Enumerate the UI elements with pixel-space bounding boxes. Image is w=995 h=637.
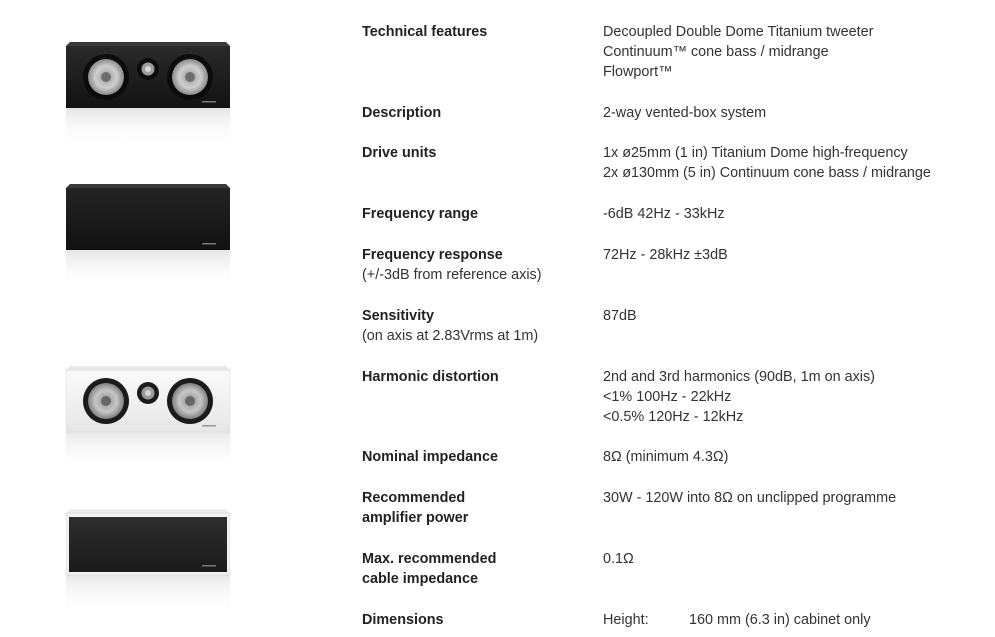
spec-value: 1x ø25mm (1 in) Titanium Dome high-frequency [603, 145, 908, 161]
spec-label-line2: cable impedance [362, 571, 478, 587]
spec-label: Sensitivity [362, 308, 434, 324]
spec-row-harmonic-distortion [362, 367, 982, 447]
dimension-value: 160 mm (6.3 in) cabinet only [689, 612, 871, 628]
spec-row-frequency-range [362, 204, 982, 245]
spec-row-nominal-impedance [362, 447, 982, 488]
spec-label-line2: amplifier power [362, 510, 469, 526]
spec-value: <1% 100Hz - 22kHz [603, 389, 732, 405]
spec-row-description [362, 103, 982, 143]
spec-row-recommended-amplifier-power [362, 488, 982, 549]
spec-value: 8Ω (minimum 4.3Ω) [603, 449, 729, 465]
spec-row-drive-units [362, 143, 982, 204]
spec-row-max-cable-impedance [362, 549, 982, 610]
spec-sublabel: (on axis at 2.83Vrms at 1m) [362, 328, 539, 344]
speaker-image-white-no-grille [66, 362, 230, 470]
spec-sublabel: (+/-3dB from reference axis) [362, 267, 542, 283]
spec-row-dimensions [362, 610, 982, 634]
spec-label: Drive units [362, 145, 437, 161]
spec-label: Dimensions [362, 612, 444, 628]
spec-label-line1: Recommended [362, 490, 466, 506]
speaker-image-black-grille [66, 180, 230, 288]
spec-label: Technical features [362, 24, 488, 40]
spec-value: Continuum™ cone bass / midrange [603, 44, 829, 60]
speaker-image-black-no-grille [66, 38, 230, 146]
spec-value: 2-way vented-box system [603, 105, 767, 121]
spec-value: Flowport™ [603, 64, 673, 80]
spec-label-line1: Max. recommended [362, 551, 497, 567]
spec-label: Description [362, 105, 442, 121]
spec-label: Nominal impedance [362, 449, 498, 465]
spec-value: <0.5% 120Hz - 12kHz [603, 409, 744, 425]
spec-table [362, 22, 982, 634]
dimension-key: Height: [603, 612, 649, 628]
spec-value: 0.1Ω [603, 551, 634, 567]
spec-row-frequency-response [362, 245, 982, 306]
spec-row-technical-features [362, 22, 982, 103]
spec-value: -6dB 42Hz - 33kHz [603, 206, 725, 222]
spec-value: 72Hz - 28kHz ±3dB [603, 247, 728, 263]
spec-label: Frequency response [362, 247, 503, 263]
spec-value: 30W - 120W into 8Ω on unclipped programme [603, 490, 897, 506]
spec-label: Frequency range [362, 206, 478, 222]
spec-value: Decoupled Double Dome Titanium tweeter [603, 24, 874, 40]
spec-row-sensitivity [362, 306, 982, 367]
spec-value: 2nd and 3rd harmonics (90dB, 1m on axis) [603, 369, 875, 385]
spec-value: 87dB [603, 308, 637, 324]
product-images [0, 0, 300, 637]
dimension-height [603, 610, 982, 630]
spec-label: Harmonic distortion [362, 369, 499, 385]
spec-value: 2x ø130mm (5 in) Continuum cone bass / midrange [603, 165, 931, 181]
speaker-image-white-grille [66, 505, 230, 613]
